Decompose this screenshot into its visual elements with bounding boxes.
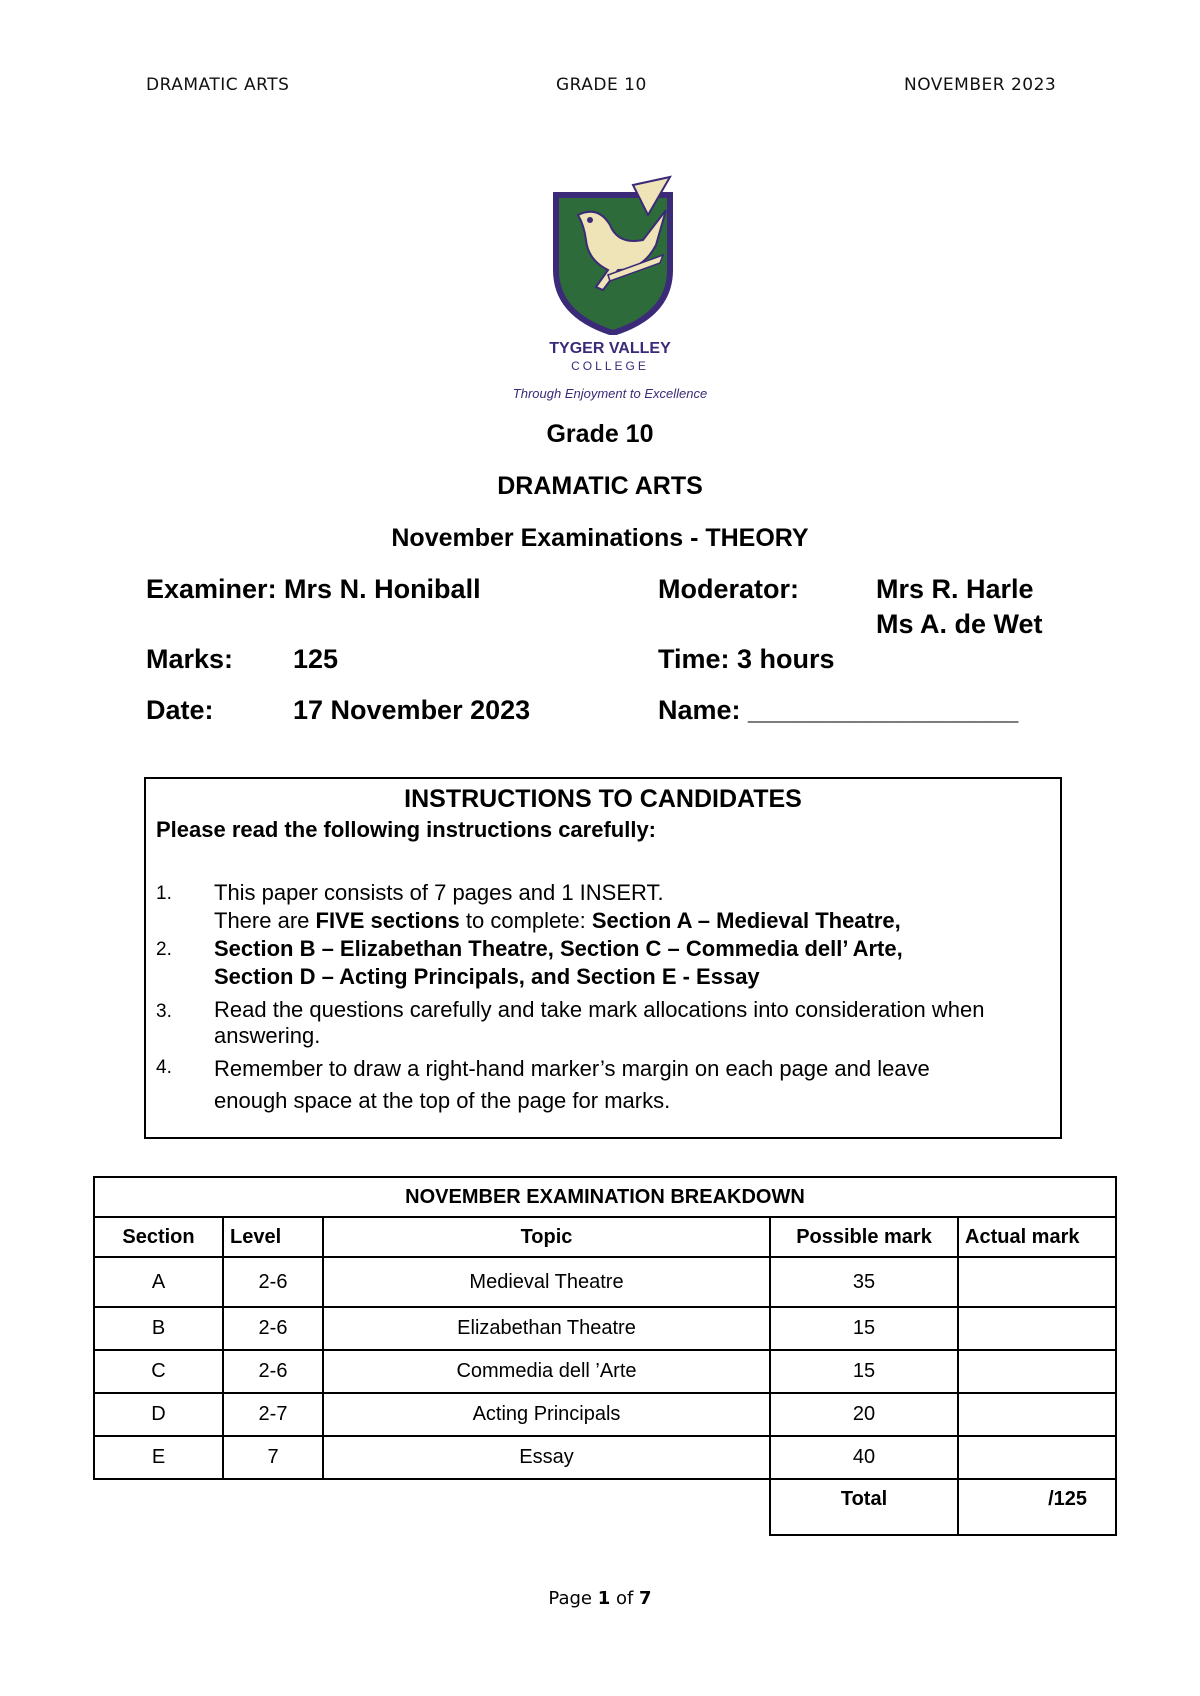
row-b-level: 2-6 [223,1307,323,1350]
page-prefix: Page [548,1588,598,1609]
marks-value: 125 [293,644,339,674]
row-c-level: 2-6 [223,1350,323,1393]
instruction-item-1: This paper consists of 7 pages and 1 INSERT. [214,880,664,905]
school-crest-logo [548,175,678,335]
row-b-topic: Elizabethan Theatre [323,1307,770,1350]
examiner: Examiner: Mrs N. Honiball [146,574,481,604]
row-e-section: E [94,1436,223,1479]
breakdown-title: NOVEMBER EXAMINATION BREAKDOWN [94,1177,1116,1217]
row-a-possible: 35 [770,1257,958,1307]
row-e-level: 7 [223,1436,323,1479]
marks-label: Marks: [146,644,234,674]
row-d-possible: 20 [770,1393,958,1436]
table-header-row [94,1217,1116,1257]
row-c-section: C [94,1350,223,1393]
logo-motto: Through Enjoyment to Excellence [512,386,708,401]
row-c-actual[interactable] [958,1350,1116,1393]
item-2-part-d: Section A – Medieval Theatre, [591,908,901,933]
instructions-heading: INSTRUCTIONS TO CANDIDATES [404,785,802,813]
row-a-topic: Medieval Theatre [323,1257,770,1307]
item-1-number: 1. [156,883,172,904]
instructions-box [144,777,1062,1139]
row-c-possible: 15 [770,1350,958,1393]
item-3-number: 3. [156,1001,172,1022]
row-b-actual[interactable] [958,1307,1116,1350]
total-label: Total [770,1479,958,1535]
row-e-possible: 40 [770,1436,958,1479]
time-label: Time: 3 hours [658,644,835,674]
table-row [94,1350,1116,1393]
table-row [94,1307,1116,1350]
row-d-section: D [94,1393,223,1436]
col-actual-mark: Actual mark [958,1217,1116,1257]
row-e-actual[interactable] [958,1436,1116,1479]
col-section: Section [94,1217,223,1257]
item-2-line-3: Section D – Acting Principals, and Section E - Essay [214,964,760,989]
header-left: DRAMATIC ARTS [146,75,290,95]
row-a-level: 2-6 [223,1257,323,1307]
item-2-part-c: to complete: [459,908,592,933]
table-row [94,1436,1116,1479]
table-row [94,1257,1116,1307]
instruction-item-4 [214,1053,1014,1117]
row-d-level: 2-7 [223,1393,323,1436]
exam-breakdown-table [93,1176,1117,1536]
instruction-item-3: Read the questions carefully and take mark allocations into consideration when answering. [214,997,985,1048]
row-b-possible: 15 [770,1307,958,1350]
moderator-2: Ms A. de Wet [876,609,1043,639]
row-e-topic: Essay [323,1436,770,1479]
row-c-topic: Commedia dell ’Arte [323,1350,770,1393]
subject-title: DRAMATIC ARTS [497,472,703,500]
grade-title: Grade 10 [546,420,654,448]
row-b-section: B [94,1307,223,1350]
total-value: /125 [958,1479,1116,1535]
row-a-actual[interactable] [958,1257,1116,1307]
page-number [0,1588,1200,1609]
row-d-actual[interactable] [958,1393,1116,1436]
item-2-line-2: Section B – Elizabethan Theatre, Section C – Commedia dell’ Arte, [214,936,903,961]
item-4-line-1: Remember to draw a right-hand marker’s margin on each page and leave [214,1056,930,1081]
item-4-line-2: enough space at the top of the page for marks. [214,1088,671,1113]
page-current: 1 [597,1588,611,1609]
logo-school-type: COLLEGE [571,359,649,373]
date-value: 17 November 2023 [293,695,531,725]
item-2-part-b: FIVE sections [315,908,460,933]
logo-school-name: TYGER VALLEY [549,340,671,357]
col-level: Level [223,1217,323,1257]
table-row [94,1393,1116,1436]
total-row [94,1479,1116,1535]
moderator-label: Moderator: [658,574,799,604]
row-a-section: A [94,1257,223,1307]
moderator-1: Mrs R. Harle [876,574,1034,604]
page-of: of [610,1588,640,1609]
item-2-part-a: There are [214,908,316,933]
total-spacer [94,1479,770,1535]
item-4-number: 4. [156,1057,172,1078]
instructions-subheading: Please read the following instructions carefully: [156,817,657,842]
item-2-number: 2. [156,939,172,960]
row-d-topic: Acting Principals [323,1393,770,1436]
col-topic: Topic [323,1217,770,1257]
col-possible-mark: Possible mark [770,1217,958,1257]
instruction-item-2 [214,907,1014,991]
page-total: 7 [639,1588,652,1609]
name-field[interactable]: Name: __________________ [658,695,1019,725]
date-label: Date: [146,695,214,725]
header-right: NOVEMBER 2023 [904,75,1057,95]
exam-title: November Examinations - THEORY [391,524,809,552]
header-center: GRADE 10 [556,75,647,95]
